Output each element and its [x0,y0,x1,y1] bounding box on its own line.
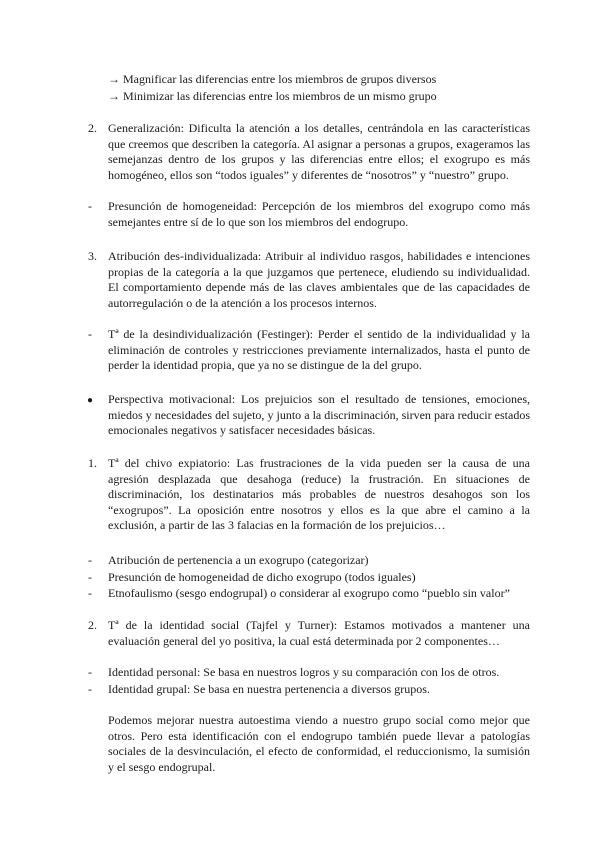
atribucion-paragraph: Atribución des-individualizada: Atribuir al individuo rasgos, habilidades e intenciones propias de la categoría a la que juzgamos que pertenece, eludiendo su individualidad. El comportamiento depende más de las claves ambientales que de las capacidades de autorregulación o de la atención a los procesos internos. [108,249,530,310]
list-marker: - [88,665,92,679]
falacia-item: Atribución de pertenencia a un exogrupo (categorizar) [108,553,369,567]
list-marker: - [88,682,92,696]
list-marker: 2. [88,618,97,632]
list-marker: 1. [88,456,97,470]
arrow-item-minimizar: → Minimizar las diferencias entre los miembros de un mismo grupo [108,89,437,103]
list-marker: - [88,586,92,600]
componente-item: Identidad personal: Se basa en nuestros logros y su comparación con los de otros. [108,665,500,679]
list-marker: - [88,570,92,584]
list-marker: - [88,199,92,213]
motivacional-paragraph: Perspectiva motivacional: Los prejuicios son el resultado de tensiones, emociones, miedos y necesidades del sujeto, y junto a la discriminación, sirven para reducir estados emocionales negativos y satisfacer necesidades básicas. [108,392,530,438]
arrow-item-magnificar: → Magnificar las diferencias entre los miembros de grupos diversos [108,72,437,86]
list-marker: - [88,327,92,341]
identidad-paragraph: Tª de la identidad social (Tajfel y Turner): Estamos motivados a mantener una evaluación general del yo positiva, la cual está determinada por 2 componentes… [108,618,530,648]
conclusion-paragraph: Podemos mejorar nuestra autoestima viendo a nuestro grupo social como mejor que otros. Pero esta identificación con el endogrupo también puede llevar a patologías sociales de la desvinculación, el efecto de conformidad, el reduccionismo, la sumisión y el sesgo endogrupal. [108,713,530,774]
componente-item: Identidad grupal: Se basa en nuestra pertenencia a diversos grupos. [108,682,430,696]
falacia-item: Presunción de homogeneidad de dicho exogrupo (todos iguales) [108,570,416,584]
generalizacion-paragraph: Generalización: Dificulta la atención a los detalles, centrándola en las características que creemos que describen la categoría. Al asignar a personas a grupos, exageramos las semejanzas dentro de los grupos y las diferencias entre ellos; el exogrupo es más homogéneo, ellos son “todos iguales” y diferentes de “nosotros” y “nuestro” grupo. [108,121,530,182]
list-marker: 2. [88,121,97,135]
list-marker: - [88,553,92,567]
chivo-paragraph: Tª del chivo expiatorio: Las frustraciones de la vida pueden ser la causa de una agresión desplazada que desahoga (reduce) la frustración. En situaciones de discriminación, los destinatarios más probables de nuestros desahogos son los “exogrupos”. La oposición entre nosotros y ellos es la que abre el camino a la exclusión, a partir de las 3 falacias en la formación de los prejuicios… [108,456,530,533]
falacia-item: Etnofaulismo (sesgo endogrupal) o considerar al exogrupo como “pueblo sin valor” [108,586,510,600]
homogeneidad-paragraph: Presunción de homogeneidad: Percepción de los miembros del exogrupo como más semejantes entre sí de lo que son los miembros del endogrupo. [108,199,530,229]
bullet-icon: ● [87,395,94,406]
desindividualizacion-paragraph: Tª de la desindividualización (Festinger): Perder el sentido de la individualidad y la eliminación de controles y restricciones previamente internalizados, hasta el punto de perder la identidad propia, que ya no se distingue de la del grupo. [108,327,530,373]
list-marker: 3. [88,249,97,263]
